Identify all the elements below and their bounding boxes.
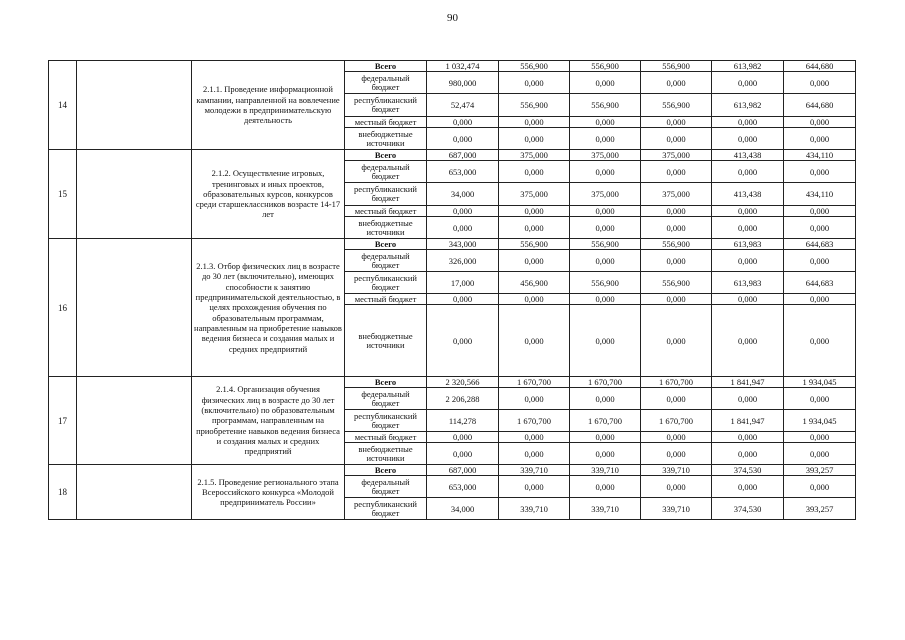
amount-cell: 1 670,700 (499, 410, 570, 432)
amount-cell: 0,000 (712, 476, 784, 498)
amount-cell: 0,000 (570, 128, 641, 150)
amount-cell: 0,000 (641, 250, 712, 272)
row-number: 18 (49, 465, 77, 520)
amount-cell: 375,000 (570, 183, 641, 206)
amount-cell: 613,982 (712, 94, 784, 117)
funding-source: Всего (345, 465, 427, 476)
amount-cell: 0,000 (641, 117, 712, 128)
amount-cell: 613,982 (712, 61, 784, 72)
blank-cell (77, 239, 192, 377)
amount-cell: 0,000 (641, 294, 712, 305)
amount-cell: 17,000 (427, 272, 499, 294)
amount-cell: 980,000 (427, 72, 499, 94)
amount-cell: 1 670,700 (570, 377, 641, 388)
amount-cell: 375,000 (570, 150, 641, 161)
funding-source: республиканский бюджет (345, 183, 427, 206)
amount-cell: 1 841,947 (712, 410, 784, 432)
amount-cell: 556,900 (570, 61, 641, 72)
amount-cell: 0,000 (570, 443, 641, 465)
amount-cell: 613,983 (712, 239, 784, 250)
funding-source: республиканский бюджет (345, 410, 427, 432)
amount-cell: 0,000 (427, 294, 499, 305)
row-number: 16 (49, 239, 77, 377)
amount-cell: 0,000 (712, 72, 784, 94)
amount-cell: 0,000 (427, 117, 499, 128)
funding-source: республиканский бюджет (345, 498, 427, 520)
row-number: 15 (49, 150, 77, 239)
amount-cell: 0,000 (570, 294, 641, 305)
amount-cell: 0,000 (499, 117, 570, 128)
amount-cell: 0,000 (499, 161, 570, 183)
amount-cell: 375,000 (499, 183, 570, 206)
amount-cell: 644,680 (784, 94, 856, 117)
funding-source: федеральный бюджет (345, 476, 427, 498)
amount-cell: 0,000 (712, 161, 784, 183)
amount-cell: 326,000 (427, 250, 499, 272)
funding-source: внебюджетные источники (345, 305, 427, 377)
amount-cell: 1 934,045 (784, 410, 856, 432)
amount-cell: 0,000 (641, 206, 712, 217)
amount-cell: 687,000 (427, 150, 499, 161)
amount-cell: 0,000 (570, 388, 641, 410)
amount-cell: 1 670,700 (641, 410, 712, 432)
amount-cell: 653,000 (427, 161, 499, 183)
amount-cell: 1 032,474 (427, 61, 499, 72)
amount-cell: 556,900 (570, 239, 641, 250)
row-number: 14 (49, 61, 77, 150)
blank-cell (77, 377, 192, 465)
amount-cell: 0,000 (784, 294, 856, 305)
amount-cell: 0,000 (570, 432, 641, 443)
amount-cell: 556,900 (641, 61, 712, 72)
amount-cell: 339,710 (641, 498, 712, 520)
amount-cell: 393,257 (784, 498, 856, 520)
funding-source: внебюджетные источники (345, 217, 427, 239)
amount-cell: 0,000 (784, 388, 856, 410)
table-row-total (49, 61, 856, 72)
amount-cell: 0,000 (641, 476, 712, 498)
funding-source: местный бюджет (345, 206, 427, 217)
amount-cell: 0,000 (499, 206, 570, 217)
amount-cell: 0,000 (499, 128, 570, 150)
amount-cell: 556,900 (641, 94, 712, 117)
amount-cell: 0,000 (712, 206, 784, 217)
amount-cell: 0,000 (641, 305, 712, 377)
amount-cell: 0,000 (784, 72, 856, 94)
amount-cell: 0,000 (784, 128, 856, 150)
table-row-total (49, 239, 856, 250)
amount-cell: 0,000 (712, 305, 784, 377)
amount-cell: 0,000 (712, 217, 784, 239)
amount-cell: 0,000 (784, 161, 856, 183)
amount-cell: 0,000 (427, 128, 499, 150)
funding-source: Всего (345, 377, 427, 388)
amount-cell: 0,000 (641, 161, 712, 183)
funding-source: местный бюджет (345, 432, 427, 443)
amount-cell: 613,983 (712, 272, 784, 294)
amount-cell: 0,000 (712, 432, 784, 443)
amount-cell: 343,000 (427, 239, 499, 250)
amount-cell: 0,000 (784, 305, 856, 377)
funding-source: Всего (345, 239, 427, 250)
amount-cell: 644,683 (784, 272, 856, 294)
amount-cell: 0,000 (570, 161, 641, 183)
amount-cell: 0,000 (712, 294, 784, 305)
funding-source: внебюджетные источники (345, 443, 427, 465)
amount-cell: 339,710 (499, 465, 570, 476)
amount-cell: 0,000 (712, 443, 784, 465)
measure-name: 2.1.3. Отбор физических лиц в возрасте до 30 лет (включительно), имеющих способности к занятию предпринимательской деятельностью, в целях прохождения обучения по образовательным программам, направленным на приобретение навыков ведения бизнеса и создания малых и средних предприятий (192, 239, 345, 377)
amount-cell: 0,000 (427, 432, 499, 443)
amount-cell: 556,900 (641, 272, 712, 294)
amount-cell: 413,438 (712, 150, 784, 161)
amount-cell: 556,900 (499, 239, 570, 250)
funding-source: Всего (345, 150, 427, 161)
amount-cell: 0,000 (499, 250, 570, 272)
amount-cell: 0,000 (570, 305, 641, 377)
amount-cell: 375,000 (499, 150, 570, 161)
amount-cell: 0,000 (712, 250, 784, 272)
row-number: 17 (49, 377, 77, 465)
amount-cell: 0,000 (499, 443, 570, 465)
amount-cell: 0,000 (570, 72, 641, 94)
amount-cell: 34,000 (427, 183, 499, 206)
amount-cell: 0,000 (499, 388, 570, 410)
amount-cell: 0,000 (712, 128, 784, 150)
amount-cell: 114,278 (427, 410, 499, 432)
measure-name: 2.1.5. Проведение регионального этапа Всероссийского конкурса «Молодой предприниматель России» (192, 465, 345, 520)
measure-name: 2.1.4. Организация обучения физических лиц в возрасте до 30 лет (включительно) по образовательным программам, направленным на приобретение навыков ведения бизнеса и создания малых и средних предприятий (192, 377, 345, 465)
amount-cell: 374,530 (712, 498, 784, 520)
funding-source: республиканский бюджет (345, 94, 427, 117)
amount-cell: 0,000 (499, 294, 570, 305)
amount-cell: 375,000 (641, 183, 712, 206)
amount-cell: 0,000 (427, 206, 499, 217)
amount-cell: 0,000 (641, 72, 712, 94)
amount-cell: 653,000 (427, 476, 499, 498)
funding-source: местный бюджет (345, 294, 427, 305)
amount-cell: 0,000 (784, 432, 856, 443)
amount-cell: 434,110 (784, 183, 856, 206)
funding-source: местный бюджет (345, 117, 427, 128)
page-number: 90 (447, 12, 458, 24)
amount-cell: 0,000 (641, 432, 712, 443)
amount-cell: 413,438 (712, 183, 784, 206)
blank-cell (77, 150, 192, 239)
amount-cell: 0,000 (641, 388, 712, 410)
amount-cell: 339,710 (641, 465, 712, 476)
measure-name: 2.1.1. Проведение информационной кампании, направленной на вовлечение молодежи в предпринимательскую деятельность (192, 61, 345, 150)
amount-cell: 0,000 (427, 305, 499, 377)
blank-cell (77, 465, 192, 520)
amount-cell: 0,000 (499, 217, 570, 239)
amount-cell: 339,710 (570, 465, 641, 476)
measure-name: 2.1.2. Осуществление игровых, тренинговых и иных проектов, образовательных курсов, конкурсов среди старшеклассников возрасте 14-17 лет (192, 150, 345, 239)
amount-cell: 0,000 (427, 217, 499, 239)
amount-cell: 1 934,045 (784, 377, 856, 388)
funding-source: федеральный бюджет (345, 388, 427, 410)
amount-cell: 556,900 (570, 272, 641, 294)
amount-cell: 0,000 (712, 117, 784, 128)
budget-table (48, 60, 856, 520)
amount-cell: 456,900 (499, 272, 570, 294)
amount-cell: 0,000 (641, 217, 712, 239)
table-row-total (49, 465, 856, 476)
amount-cell: 52,474 (427, 94, 499, 117)
amount-cell: 0,000 (499, 72, 570, 94)
amount-cell: 34,000 (427, 498, 499, 520)
amount-cell: 0,000 (712, 388, 784, 410)
amount-cell: 375,000 (641, 150, 712, 161)
amount-cell: 1 841,947 (712, 377, 784, 388)
amount-cell: 0,000 (784, 443, 856, 465)
amount-cell: 393,257 (784, 465, 856, 476)
table-row-total (49, 377, 856, 388)
funding-source: федеральный бюджет (345, 161, 427, 183)
amount-cell: 339,710 (499, 498, 570, 520)
amount-cell: 1 670,700 (641, 377, 712, 388)
funding-source: республиканский бюджет (345, 272, 427, 294)
table-row-total (49, 150, 856, 161)
amount-cell: 644,680 (784, 61, 856, 72)
amount-cell: 0,000 (570, 206, 641, 217)
amount-cell: 0,000 (784, 250, 856, 272)
amount-cell: 556,900 (570, 94, 641, 117)
amount-cell: 556,900 (499, 94, 570, 117)
amount-cell: 687,000 (427, 465, 499, 476)
amount-cell: 556,900 (641, 239, 712, 250)
amount-cell: 434,110 (784, 150, 856, 161)
funding-source: внебюджетные источники (345, 128, 427, 150)
amount-cell: 556,900 (499, 61, 570, 72)
amount-cell: 2 320,566 (427, 377, 499, 388)
amount-cell: 0,000 (641, 128, 712, 150)
amount-cell: 0,000 (499, 305, 570, 377)
blank-cell (77, 61, 192, 150)
funding-source: Всего (345, 61, 427, 72)
amount-cell: 0,000 (784, 476, 856, 498)
amount-cell: 0,000 (784, 117, 856, 128)
amount-cell: 339,710 (570, 498, 641, 520)
amount-cell: 1 670,700 (570, 410, 641, 432)
amount-cell: 0,000 (570, 117, 641, 128)
funding-source: федеральный бюджет (345, 250, 427, 272)
amount-cell: 0,000 (570, 217, 641, 239)
amount-cell: 0,000 (570, 476, 641, 498)
amount-cell: 0,000 (641, 443, 712, 465)
amount-cell: 0,000 (570, 250, 641, 272)
amount-cell: 0,000 (784, 217, 856, 239)
amount-cell: 0,000 (784, 206, 856, 217)
amount-cell: 1 670,700 (499, 377, 570, 388)
amount-cell: 644,683 (784, 239, 856, 250)
amount-cell: 0,000 (499, 432, 570, 443)
amount-cell: 374,530 (712, 465, 784, 476)
amount-cell: 2 206,288 (427, 388, 499, 410)
amount-cell: 0,000 (427, 443, 499, 465)
amount-cell: 0,000 (499, 476, 570, 498)
funding-source: федеральный бюджет (345, 72, 427, 94)
